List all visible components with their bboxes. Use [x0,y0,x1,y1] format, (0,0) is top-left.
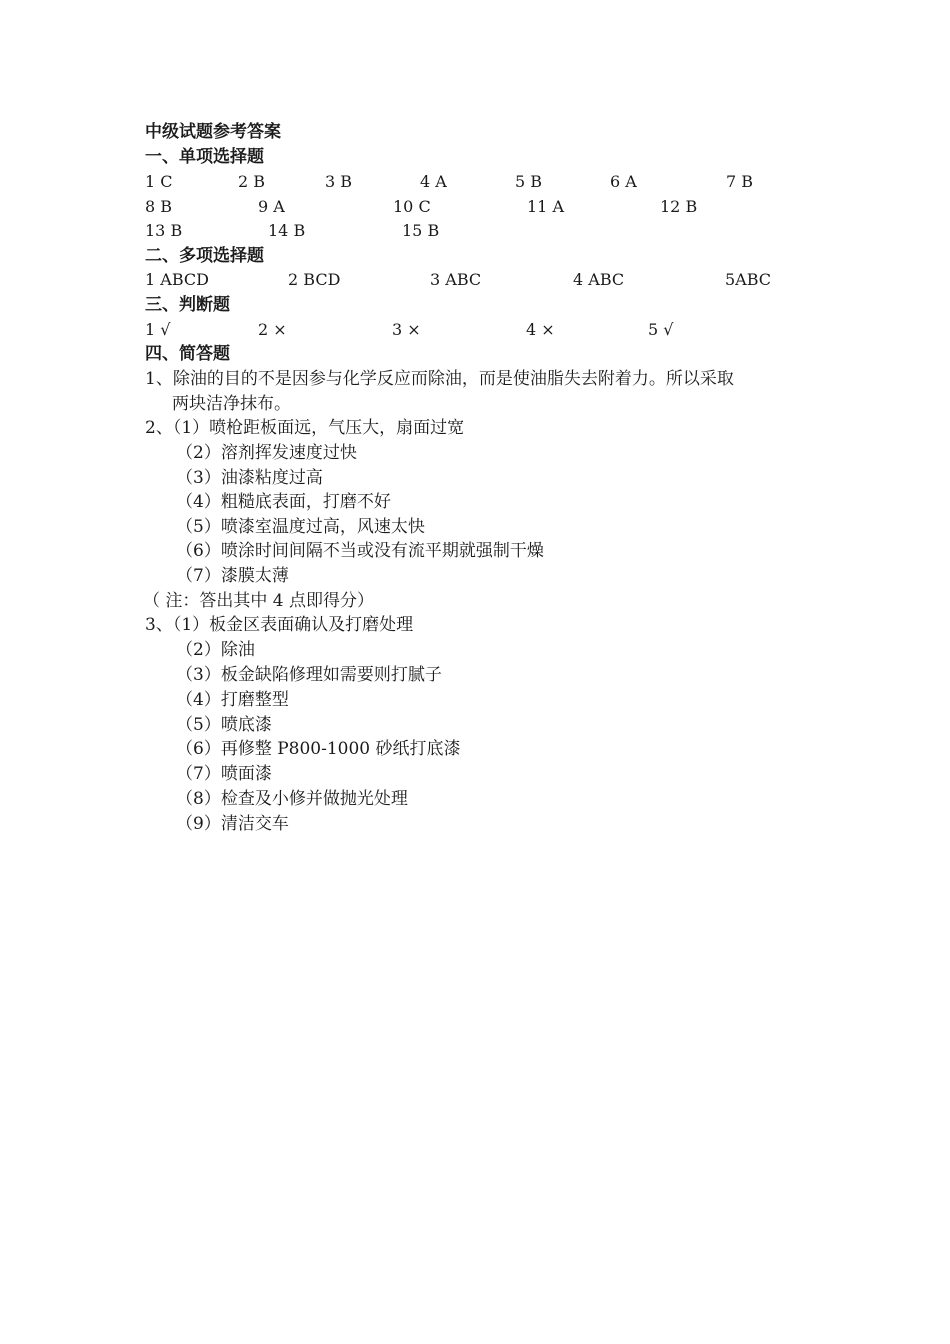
answer-item: 1 ABCD [145,270,209,289]
answer-step: （7）喷面漆 [176,764,272,784]
answer-item: 2 BCD [288,270,341,289]
answer-step: （8）检查及小修并做抛光处理 [176,789,408,809]
section-heading-short-answer: 四、简答题 [145,344,230,364]
answer-step: （9）清洁交车 [176,814,289,834]
answer-item: 3 ABC [430,270,482,289]
answer-item: 1 √ [145,320,171,339]
answer-item: 5 B [515,172,543,191]
answer-item: 3 × [392,320,421,339]
answer-item: 10 C [393,197,431,216]
answer-step: （5）喷底漆 [176,715,272,735]
answer-item: 11 A [527,197,564,216]
section-heading-single-choice: 一、单项选择题 [145,147,264,167]
answer-step: （6）再修整 P800-1000 砂纸打底漆 [176,739,461,759]
answer-item: 3 B [325,172,353,191]
answer-item: 4 ABC [573,270,625,289]
answer-step: （2）溶剂挥发速度过快 [176,443,357,463]
answer-item: 4 × [526,320,555,339]
answer-paragraph-line: 1、除油的目的不是因参与化学反应而除油，而是使油脂失去附着力。所以采取 [145,369,734,389]
answer-item: 6 A [610,172,637,191]
answer-item: 12 B [660,197,698,216]
answer-item: 14 B [268,221,306,240]
answer-note: （ 注：答出其中 4 点即得分） [143,591,375,611]
answer-step: 3、（1）板金区表面确认及打磨处理 [145,615,414,635]
answer-item: 9 A [258,197,285,216]
answer-item: 1 C [145,172,173,191]
answer-item: 8 B [145,197,173,216]
answer-step: （4）打磨整型 [176,690,289,710]
answer-paragraph-line: 两块洁净抹布。 [172,394,291,414]
section-heading-multiple-choice: 二、多项选择题 [145,246,264,266]
answer-step: （7）漆膜太薄 [176,566,289,586]
answer-item: 7 B [726,172,754,191]
answer-item: 15 B [402,221,440,240]
answer-step: （4）粗糙底表面，打磨不好 [176,492,391,512]
answer-item: 5 √ [648,320,674,339]
answer-step: （3）板金缺陷修理如需要则打腻子 [176,665,442,685]
answer-item: 4 A [420,172,447,191]
section-heading-true-false: 三、判断题 [145,295,230,315]
answer-item: 2 B [238,172,266,191]
answer-step: （5）喷漆室温度过高，风速太快 [176,517,425,537]
answer-step: （2）除油 [176,640,255,660]
answer-step: 2、（1）喷枪距板面远，气压大，扇面过宽 [145,418,465,438]
answer-item: 13 B [145,221,183,240]
answer-step: （6）喷涂时间间隔不当或没有流平期就强制干燥 [176,541,544,561]
answer-item: 2 × [258,320,287,339]
answer-step: （3）油漆粘度过高 [176,468,323,488]
document-title: 中级试题参考答案 [145,122,281,142]
answer-item: 5ABC [725,270,772,289]
